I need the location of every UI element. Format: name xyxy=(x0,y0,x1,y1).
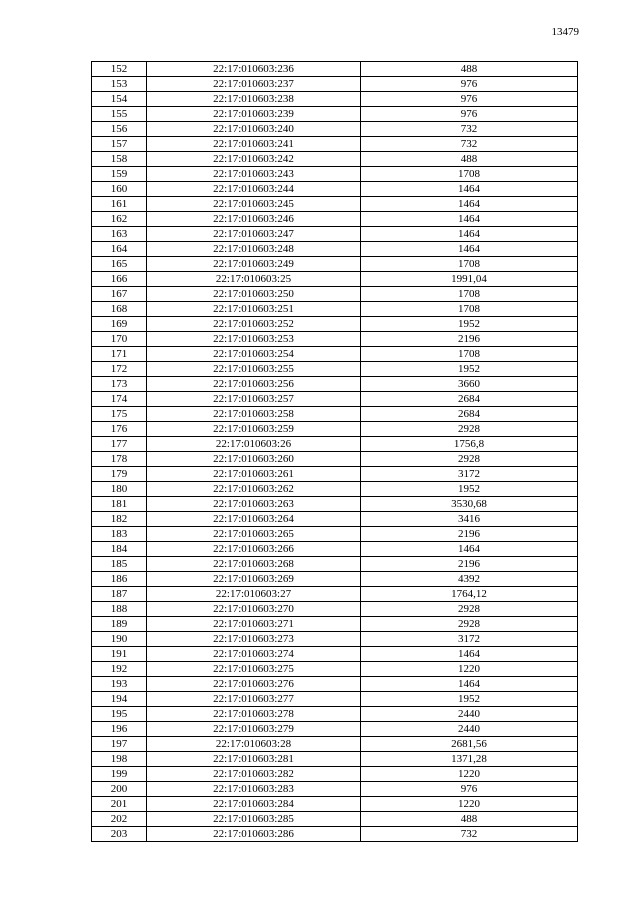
value-cell: 3172 xyxy=(361,467,578,482)
table-row xyxy=(92,242,578,257)
table-row xyxy=(92,467,578,482)
table-row xyxy=(92,62,578,77)
row-number-cell: 185 xyxy=(92,557,147,572)
cadastral-number-cell: 22:17:010603:284 xyxy=(147,797,361,812)
value-cell: 2440 xyxy=(361,707,578,722)
value-cell: 2196 xyxy=(361,557,578,572)
value-cell: 2440 xyxy=(361,722,578,737)
table-row xyxy=(92,767,578,782)
value-cell: 1952 xyxy=(361,692,578,707)
row-number-cell: 189 xyxy=(92,617,147,632)
row-number-cell: 173 xyxy=(92,377,147,392)
table-row xyxy=(92,677,578,692)
table-row xyxy=(92,122,578,137)
table-row xyxy=(92,722,578,737)
cadastral-number-cell: 22:17:010603:273 xyxy=(147,632,361,647)
value-cell: 1708 xyxy=(361,167,578,182)
cadastral-number-cell: 22:17:010603:256 xyxy=(147,377,361,392)
row-number-cell: 184 xyxy=(92,542,147,557)
table-row xyxy=(92,107,578,122)
table-row xyxy=(92,137,578,152)
row-number-cell: 164 xyxy=(92,242,147,257)
value-cell: 488 xyxy=(361,62,578,77)
cadastral-number-cell: 22:17:010603:251 xyxy=(147,302,361,317)
value-cell: 488 xyxy=(361,152,578,167)
value-cell: 3530,68 xyxy=(361,497,578,512)
table-row xyxy=(92,587,578,602)
cadastral-number-cell: 22:17:010603:282 xyxy=(147,767,361,782)
table-row xyxy=(92,647,578,662)
cadastral-number-cell: 22:17:010603:240 xyxy=(147,122,361,137)
cadastral-number-cell: 22:17:010603:246 xyxy=(147,212,361,227)
row-number-cell: 170 xyxy=(92,332,147,347)
value-cell: 1764,12 xyxy=(361,587,578,602)
value-cell: 1464 xyxy=(361,242,578,257)
table-row xyxy=(92,317,578,332)
row-number-cell: 165 xyxy=(92,257,147,272)
cadastral-number-cell: 22:17:010603:286 xyxy=(147,827,361,842)
table-row xyxy=(92,542,578,557)
cadastral-number-cell: 22:17:010603:274 xyxy=(147,647,361,662)
value-cell: 976 xyxy=(361,107,578,122)
cadastral-number-cell: 22:17:010603:281 xyxy=(147,752,361,767)
table-row xyxy=(92,362,578,377)
row-number-cell: 182 xyxy=(92,512,147,527)
row-number-cell: 197 xyxy=(92,737,147,752)
cadastral-number-cell: 22:17:010603:263 xyxy=(147,497,361,512)
value-cell: 1464 xyxy=(361,182,578,197)
row-number-cell: 160 xyxy=(92,182,147,197)
table-body xyxy=(92,62,578,842)
value-cell: 2928 xyxy=(361,602,578,617)
row-number-cell: 183 xyxy=(92,527,147,542)
cadastral-number-cell: 22:17:010603:236 xyxy=(147,62,361,77)
cadastral-number-cell: 22:17:010603:28 xyxy=(147,737,361,752)
table-row xyxy=(92,227,578,242)
value-cell: 1464 xyxy=(361,542,578,557)
table-row xyxy=(92,602,578,617)
row-number-cell: 161 xyxy=(92,197,147,212)
row-number-cell: 166 xyxy=(92,272,147,287)
value-cell: 732 xyxy=(361,137,578,152)
table-row xyxy=(92,452,578,467)
table-row xyxy=(92,167,578,182)
row-number-cell: 194 xyxy=(92,692,147,707)
value-cell: 1952 xyxy=(361,317,578,332)
row-number-cell: 157 xyxy=(92,137,147,152)
cadastral-table xyxy=(91,61,578,842)
table-row xyxy=(92,422,578,437)
cadastral-number-cell: 22:17:010603:268 xyxy=(147,557,361,572)
cadastral-number-cell: 22:17:010603:279 xyxy=(147,722,361,737)
value-cell: 2196 xyxy=(361,332,578,347)
table-row xyxy=(92,77,578,92)
value-cell: 1464 xyxy=(361,647,578,662)
row-number-cell: 169 xyxy=(92,317,147,332)
value-cell: 488 xyxy=(361,812,578,827)
row-number-cell: 174 xyxy=(92,392,147,407)
row-number-cell: 163 xyxy=(92,227,147,242)
value-cell: 2684 xyxy=(361,407,578,422)
cadastral-number-cell: 22:17:010603:278 xyxy=(147,707,361,722)
row-number-cell: 177 xyxy=(92,437,147,452)
table-row xyxy=(92,182,578,197)
value-cell: 1220 xyxy=(361,767,578,782)
cadastral-number-cell: 22:17:010603:238 xyxy=(147,92,361,107)
table-row xyxy=(92,497,578,512)
cadastral-number-cell: 22:17:010603:265 xyxy=(147,527,361,542)
cadastral-number-cell: 22:17:010603:244 xyxy=(147,182,361,197)
row-number-cell: 158 xyxy=(92,152,147,167)
row-number-cell: 196 xyxy=(92,722,147,737)
cadastral-number-cell: 22:17:010603:271 xyxy=(147,617,361,632)
cadastral-number-cell: 22:17:010603:277 xyxy=(147,692,361,707)
cadastral-number-cell: 22:17:010603:260 xyxy=(147,452,361,467)
table-row xyxy=(92,557,578,572)
row-number-cell: 178 xyxy=(92,452,147,467)
row-number-cell: 175 xyxy=(92,407,147,422)
table-row xyxy=(92,797,578,812)
value-cell: 3172 xyxy=(361,632,578,647)
table-row xyxy=(92,617,578,632)
table-row xyxy=(92,737,578,752)
row-number-cell: 188 xyxy=(92,602,147,617)
table-row xyxy=(92,782,578,797)
value-cell: 976 xyxy=(361,782,578,797)
cadastral-number-cell: 22:17:010603:259 xyxy=(147,422,361,437)
value-cell: 1464 xyxy=(361,677,578,692)
page-number: 13479 xyxy=(551,26,579,38)
table-row xyxy=(92,512,578,527)
table-row xyxy=(92,527,578,542)
value-cell: 1708 xyxy=(361,257,578,272)
cadastral-number-cell: 22:17:010603:249 xyxy=(147,257,361,272)
value-cell: 2684 xyxy=(361,392,578,407)
row-number-cell: 192 xyxy=(92,662,147,677)
table-row xyxy=(92,152,578,167)
row-number-cell: 193 xyxy=(92,677,147,692)
table-row xyxy=(92,437,578,452)
row-number-cell: 200 xyxy=(92,782,147,797)
value-cell: 1708 xyxy=(361,347,578,362)
value-cell: 1952 xyxy=(361,362,578,377)
row-number-cell: 156 xyxy=(92,122,147,137)
cadastral-number-cell: 22:17:010603:258 xyxy=(147,407,361,422)
row-number-cell: 162 xyxy=(92,212,147,227)
table-row xyxy=(92,662,578,677)
row-number-cell: 186 xyxy=(92,572,147,587)
cadastral-number-cell: 22:17:010603:241 xyxy=(147,137,361,152)
cadastral-number-cell: 22:17:010603:285 xyxy=(147,812,361,827)
table-row xyxy=(92,572,578,587)
cadastral-number-cell: 22:17:010603:261 xyxy=(147,467,361,482)
cadastral-number-cell: 22:17:010603:275 xyxy=(147,662,361,677)
value-cell: 3660 xyxy=(361,377,578,392)
cadastral-number-cell: 22:17:010603:237 xyxy=(147,77,361,92)
row-number-cell: 198 xyxy=(92,752,147,767)
value-cell: 2928 xyxy=(361,617,578,632)
value-cell: 1220 xyxy=(361,662,578,677)
value-cell: 1371,28 xyxy=(361,752,578,767)
cadastral-number-cell: 22:17:010603:262 xyxy=(147,482,361,497)
row-number-cell: 199 xyxy=(92,767,147,782)
value-cell: 1756,8 xyxy=(361,437,578,452)
row-number-cell: 201 xyxy=(92,797,147,812)
row-number-cell: 190 xyxy=(92,632,147,647)
row-number-cell: 153 xyxy=(92,77,147,92)
cadastral-number-cell: 22:17:010603:257 xyxy=(147,392,361,407)
cadastral-number-cell: 22:17:010603:250 xyxy=(147,287,361,302)
row-number-cell: 179 xyxy=(92,467,147,482)
table-row xyxy=(92,812,578,827)
table-row xyxy=(92,272,578,287)
table-row xyxy=(92,407,578,422)
row-number-cell: 168 xyxy=(92,302,147,317)
cadastral-number-cell: 22:17:010603:276 xyxy=(147,677,361,692)
table-row xyxy=(92,827,578,842)
cadastral-number-cell: 22:17:010603:254 xyxy=(147,347,361,362)
value-cell: 2928 xyxy=(361,452,578,467)
value-cell: 732 xyxy=(361,122,578,137)
cadastral-number-cell: 22:17:010603:243 xyxy=(147,167,361,182)
cadastral-number-cell: 22:17:010603:283 xyxy=(147,782,361,797)
value-cell: 732 xyxy=(361,827,578,842)
table-row xyxy=(92,752,578,767)
row-number-cell: 181 xyxy=(92,497,147,512)
value-cell: 1220 xyxy=(361,797,578,812)
value-cell: 2196 xyxy=(361,527,578,542)
value-cell: 4392 xyxy=(361,572,578,587)
table-row xyxy=(92,392,578,407)
value-cell: 1952 xyxy=(361,482,578,497)
table-row xyxy=(92,692,578,707)
row-number-cell: 154 xyxy=(92,92,147,107)
row-number-cell: 171 xyxy=(92,347,147,362)
value-cell: 1464 xyxy=(361,227,578,242)
row-number-cell: 195 xyxy=(92,707,147,722)
table-row xyxy=(92,302,578,317)
cadastral-number-cell: 22:17:010603:252 xyxy=(147,317,361,332)
cadastral-number-cell: 22:17:010603:239 xyxy=(147,107,361,122)
table-row xyxy=(92,707,578,722)
table-row xyxy=(92,377,578,392)
value-cell: 2681,56 xyxy=(361,737,578,752)
table-row xyxy=(92,332,578,347)
value-cell: 2928 xyxy=(361,422,578,437)
row-number-cell: 167 xyxy=(92,287,147,302)
table-row xyxy=(92,212,578,227)
cadastral-number-cell: 22:17:010603:242 xyxy=(147,152,361,167)
cadastral-number-cell: 22:17:010603:27 xyxy=(147,587,361,602)
cadastral-number-cell: 22:17:010603:253 xyxy=(147,332,361,347)
value-cell: 1991,04 xyxy=(361,272,578,287)
cadastral-number-cell: 22:17:010603:264 xyxy=(147,512,361,527)
row-number-cell: 155 xyxy=(92,107,147,122)
table-row xyxy=(92,92,578,107)
row-number-cell: 191 xyxy=(92,647,147,662)
value-cell: 976 xyxy=(361,92,578,107)
value-cell: 1708 xyxy=(361,287,578,302)
value-cell: 1708 xyxy=(361,302,578,317)
cadastral-number-cell: 22:17:010603:255 xyxy=(147,362,361,377)
cadastral-number-cell: 22:17:010603:26 xyxy=(147,437,361,452)
cadastral-number-cell: 22:17:010603:247 xyxy=(147,227,361,242)
row-number-cell: 180 xyxy=(92,482,147,497)
row-number-cell: 159 xyxy=(92,167,147,182)
row-number-cell: 202 xyxy=(92,812,147,827)
value-cell: 1464 xyxy=(361,212,578,227)
cadastral-number-cell: 22:17:010603:270 xyxy=(147,602,361,617)
row-number-cell: 203 xyxy=(92,827,147,842)
value-cell: 1464 xyxy=(361,197,578,212)
table-row xyxy=(92,347,578,362)
table-row xyxy=(92,482,578,497)
row-number-cell: 152 xyxy=(92,62,147,77)
table-row xyxy=(92,197,578,212)
row-number-cell: 172 xyxy=(92,362,147,377)
table-row xyxy=(92,632,578,647)
table-row xyxy=(92,287,578,302)
table-row xyxy=(92,257,578,272)
cadastral-number-cell: 22:17:010603:266 xyxy=(147,542,361,557)
cadastral-number-cell: 22:17:010603:248 xyxy=(147,242,361,257)
row-number-cell: 187 xyxy=(92,587,147,602)
value-cell: 3416 xyxy=(361,512,578,527)
cadastral-number-cell: 22:17:010603:245 xyxy=(147,197,361,212)
value-cell: 976 xyxy=(361,77,578,92)
row-number-cell: 176 xyxy=(92,422,147,437)
cadastral-number-cell: 22:17:010603:25 xyxy=(147,272,361,287)
cadastral-number-cell: 22:17:010603:269 xyxy=(147,572,361,587)
